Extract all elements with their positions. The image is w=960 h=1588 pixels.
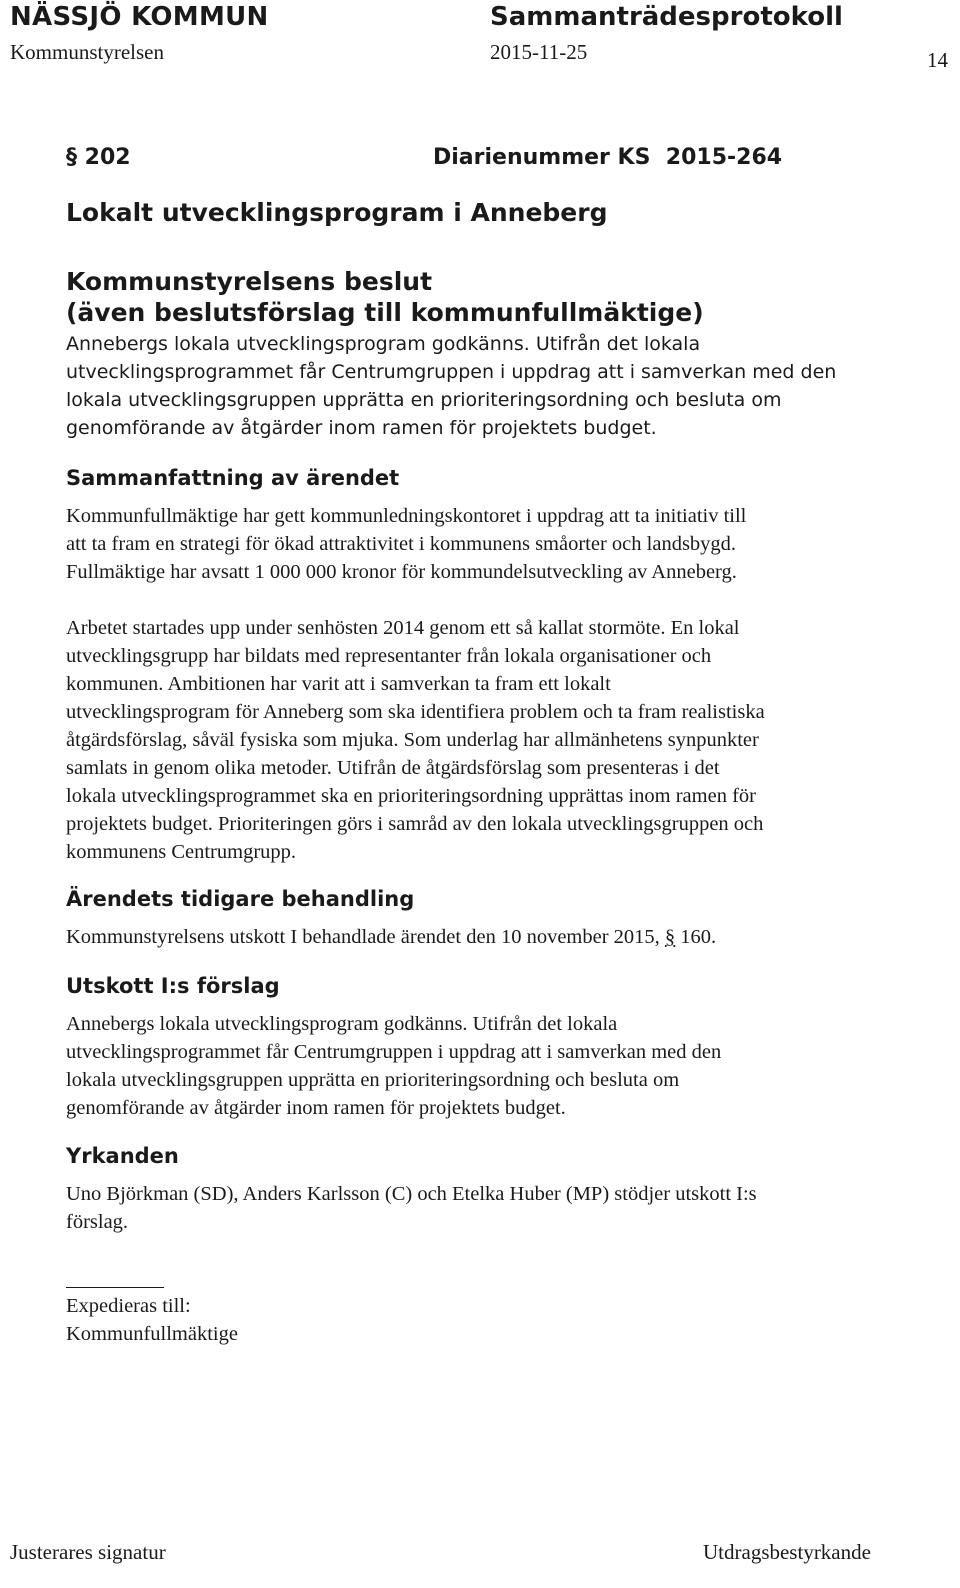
paragraph-reference: § (664, 926, 676, 948)
text-line: lokala utvecklingsgruppen upprätta en prioriteringsordning och besluta om (66, 1069, 680, 1091)
previous-handling-heading: Ärendets tidigare behandling (66, 887, 415, 911)
board-name: Kommunstyrelsen (10, 40, 164, 64)
committee-proposal-text (66, 1010, 906, 1122)
committee-proposal-heading: Utskott I:s förslag (66, 974, 280, 998)
text-line: utvecklingsprogrammet får Centrumgruppen i uppdrag att i samverkan med den (66, 1041, 722, 1063)
document-type: Sammanträdesprotokoll (490, 2, 843, 32)
summary-paragraph-1 (66, 502, 906, 586)
separator-line (66, 1287, 164, 1288)
motions-text (66, 1180, 906, 1236)
previous-handling-text-end: 160. (675, 926, 717, 948)
text-line: genomförande av åtgärder inom ramen för projektets budget. (66, 1097, 566, 1119)
text-line: projektets budget. Prioriteringen görs i samråd av den lokala utvecklingsgruppen och (66, 813, 764, 835)
dispatch-recipient: Kommunfullmäktige (66, 1323, 238, 1345)
previous-handling-text (66, 923, 906, 951)
summary-heading: Sammanfattning av ärendet (66, 466, 400, 490)
text-line: kommunens Centrumgrupp. (66, 841, 297, 863)
footer-signature-label: Justerares signatur (10, 1540, 166, 1564)
paragraph-number: § 202 (66, 145, 131, 170)
text-line: lokala utvecklingsgruppen upprätta en prioriteringsordning och besluta om (66, 389, 782, 411)
text-line: förslag. (66, 1211, 129, 1233)
meeting-date: 2015-11-25 (490, 40, 588, 64)
text-line: utvecklingsgrupp har bildats med representanter från lokala organisationer och (66, 645, 712, 667)
text-line: genomförande av åtgärder inom ramen för projektets budget. (66, 417, 657, 439)
text-line: utvecklingsprogrammet får Centrumgruppen i uppdrag att i samverkan med den (66, 361, 837, 383)
case-title: Lokalt utvecklingsprogram i Anneberg (66, 198, 608, 227)
text-line: kommunen. Ambitionen har varit att i samverkan ta fram ett lokalt (66, 673, 611, 695)
text-line: Uno Björkman (SD), Anders Karlsson (C) och Etelka Huber (MP) stödjer utskott I:s (66, 1183, 757, 1205)
text-line: åtgärdsförslag, såväl fysiska som mjuka. Som underlag har allmänhetens synpunkter (66, 729, 759, 751)
text-line: Annebergs lokala utvecklingsprogram godkänns. Utifrån det lokala (66, 333, 701, 355)
previous-handling-text-start: Kommunstyrelsens utskott I behandlade ärendet den 10 november 2015, (66, 926, 665, 948)
motions-heading: Yrkanden (66, 1144, 179, 1168)
text-line: Arbetet startades upp under senhösten 2014 genom ett så kallat stormöte. En lokal (66, 617, 740, 639)
text-line: Annebergs lokala utvecklingsprogram godkänns. Utifrån det lokala (66, 1013, 618, 1035)
footer-certification-label: Utdragsbestyrkande (703, 1540, 871, 1564)
text-line: Kommunfullmäktige har gett kommunledningskontoret i uppdrag att ta initiativ till (66, 505, 747, 527)
text-line: utvecklingsprogram för Anneberg som ska identifiera problem och ta fram realistiska (66, 701, 765, 723)
dispatch-block (66, 1292, 906, 1348)
diarienummer: Diarienummer KS 2015-264 (433, 145, 783, 170)
decision-heading-line2: (även beslutsförslag till kommunfullmäktige) (66, 298, 704, 327)
summary-paragraph-2 (66, 614, 906, 866)
decision-text (66, 330, 906, 442)
dispatch-label: Expedieras till: (66, 1295, 191, 1317)
text-line: att ta fram en strategi för ökad attraktivitet i kommunens småorter och landsbygd. (66, 533, 737, 555)
text-line: Fullmäktige har avsatt 1 000 000 kronor för kommundelsutveckling av Anneberg. (66, 561, 737, 583)
decision-heading (66, 266, 906, 328)
text-line: samlats in genom olika metoder. Utifrån de åtgärdsförslag som presenteras i det (66, 757, 720, 779)
text-line: lokala utvecklingsprogrammet ska en prioriteringsordning upprättas inom ramen för (66, 785, 756, 807)
page-number: 14 (927, 48, 948, 72)
decision-heading-line1: Kommunstyrelsens beslut (66, 267, 433, 296)
organization-name: NÄSSJÖ KOMMUN (10, 2, 269, 32)
